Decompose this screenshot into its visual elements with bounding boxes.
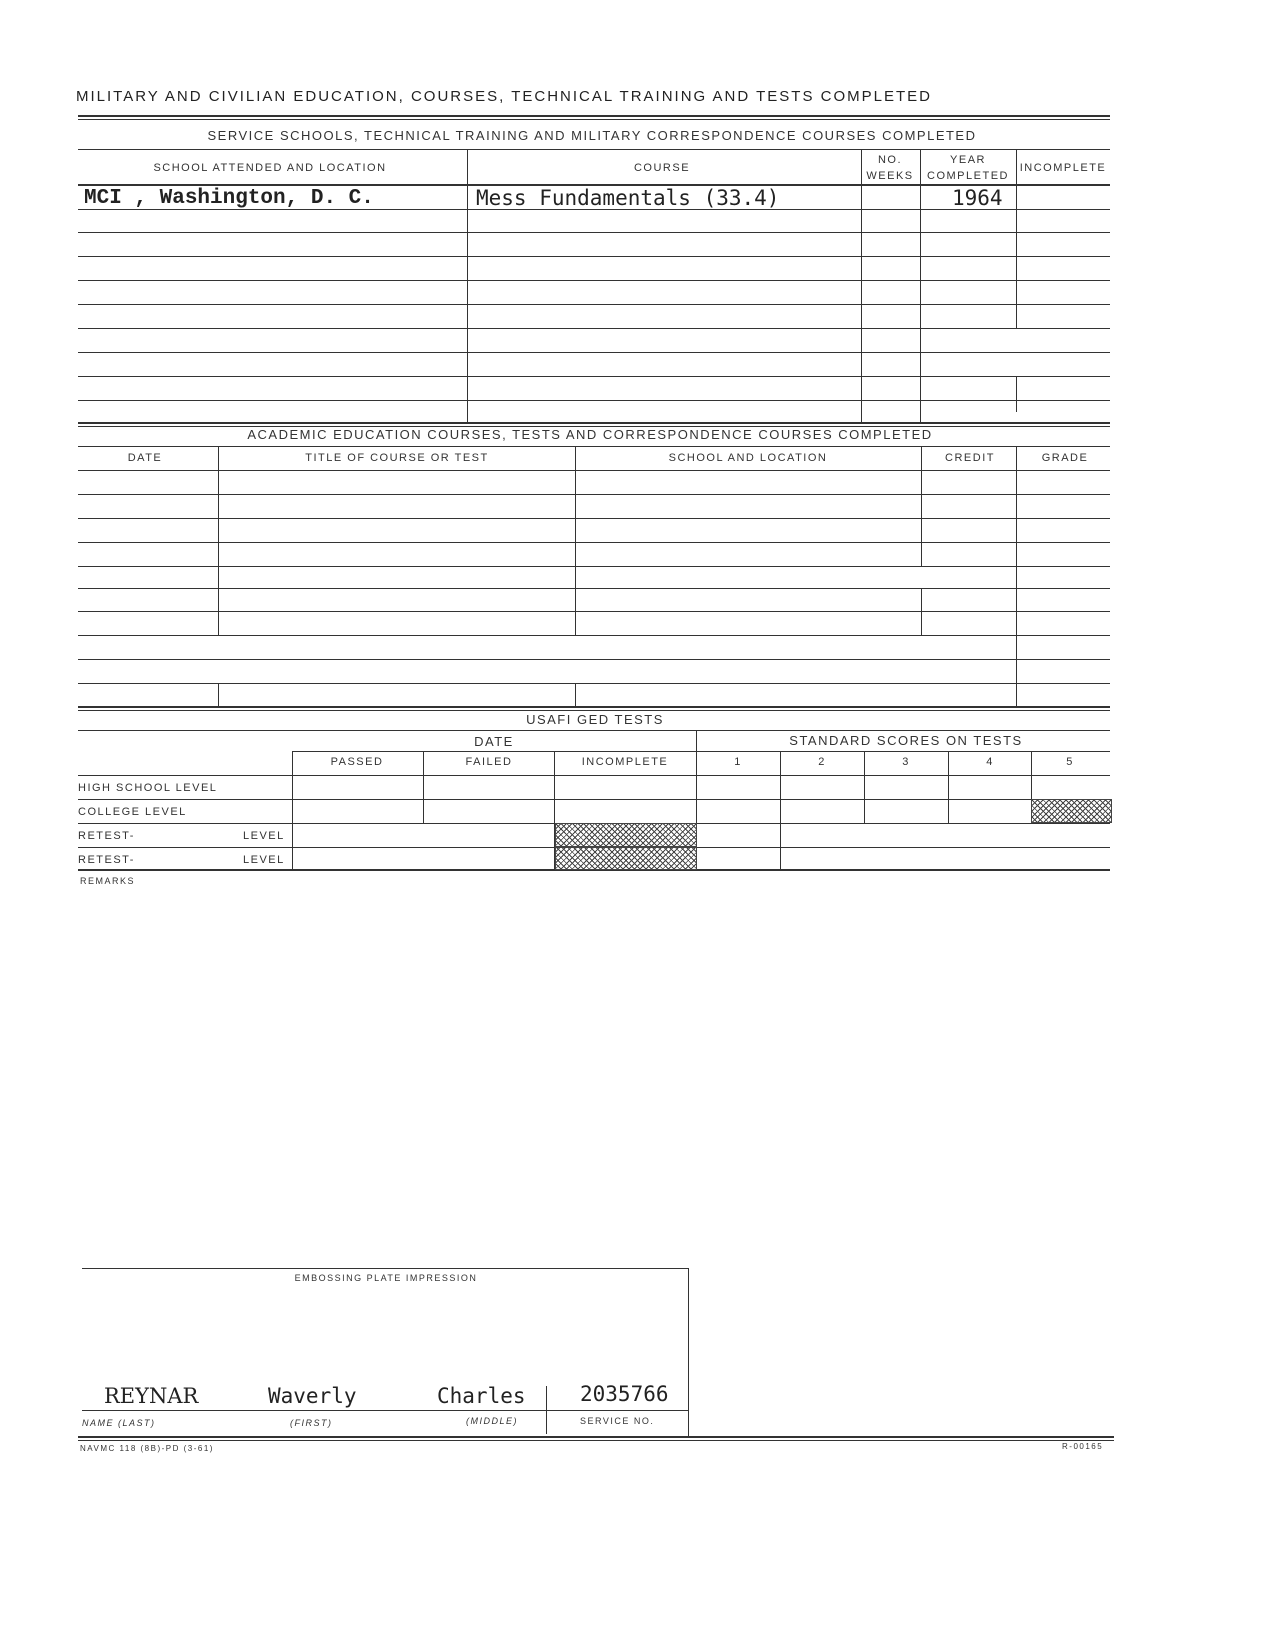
ged-hatch-retest-2-incomplete bbox=[555, 847, 697, 870]
ged-col-1: 1 bbox=[734, 756, 742, 768]
form-title: MILITARY AND CIVILIAN EDUCATION, COURSES, TECHNICAL TRAINING AND TESTS COMPLETED bbox=[76, 88, 932, 105]
col-school-and-location: SCHOOL AND LOCATION bbox=[668, 452, 828, 464]
name-middle: Charles bbox=[437, 1384, 526, 1408]
col-year-1: YEAR bbox=[950, 154, 986, 166]
entry-school: MCI , Washington, D. C. bbox=[84, 187, 374, 210]
ged-col-3: 3 bbox=[902, 756, 910, 768]
ged-row-retest-2-level: LEVEL bbox=[243, 854, 285, 866]
service-schools-heading: SERVICE SCHOOLS, TECHNICAL TRAINING AND MILITARY CORRESPONDENCE COURSES COMPLETED bbox=[207, 128, 977, 143]
col-grade: GRADE bbox=[1041, 452, 1089, 464]
corner-code: R-00165 bbox=[1062, 1442, 1104, 1451]
col-title-of-course: TITLE OF COURSE OR TEST bbox=[305, 452, 489, 464]
col-weeks-1: NO. bbox=[877, 154, 903, 166]
ged-col-passed: PASSED bbox=[330, 756, 384, 768]
service-number-label: SERVICE NO. bbox=[580, 1416, 655, 1426]
ged-col-2: 2 bbox=[818, 756, 826, 768]
ged-col-failed: FAILED bbox=[465, 756, 513, 768]
name-middle-label: (MIDDLE) bbox=[466, 1416, 518, 1426]
entry-course: Mess Fundamentals (33.4) bbox=[476, 186, 780, 210]
name-first: Waverly bbox=[268, 1384, 357, 1408]
name-first-label: (FIRST) bbox=[290, 1418, 333, 1428]
ged-row-retest-1: RETEST- bbox=[78, 830, 135, 842]
ged-hatch-college-5 bbox=[1031, 799, 1112, 823]
ged-date-label: DATE bbox=[474, 734, 514, 749]
form-number: NAVMC 118 (8B)-PD (3-61) bbox=[80, 1444, 214, 1453]
ged-col-5: 5 bbox=[1066, 756, 1074, 768]
name-last: REYNAR bbox=[104, 1384, 199, 1408]
ged-col-4: 4 bbox=[986, 756, 994, 768]
entry-year: 1964 bbox=[952, 186, 1003, 210]
col-date: DATE bbox=[127, 452, 163, 464]
ged-row-high-school: HIGH SCHOOL LEVEL bbox=[78, 782, 218, 794]
col-weeks-2: WEEKS bbox=[866, 170, 914, 182]
ged-col-incomplete: INCOMPLETE bbox=[581, 756, 669, 768]
name-last-label: NAME (LAST) bbox=[82, 1418, 156, 1428]
ged-scores-label: STANDARD SCORES ON TESTS bbox=[789, 733, 1023, 748]
service-number: 2035766 bbox=[580, 1382, 669, 1406]
ged-row-college: COLLEGE LEVEL bbox=[78, 806, 187, 818]
ged-row-retest-2: RETEST- bbox=[78, 854, 135, 866]
ged-row-retest-1-level: LEVEL bbox=[243, 830, 285, 842]
col-credit: CREDIT bbox=[945, 452, 995, 464]
embossing-label: EMBOSSING PLATE IMPRESSION bbox=[294, 1273, 478, 1283]
col-school-attended: SCHOOL ATTENDED AND LOCATION bbox=[153, 162, 387, 174]
remarks-label: REMARKS bbox=[80, 876, 136, 886]
ged-heading: USAFI GED TESTS bbox=[526, 712, 664, 727]
ged-hatch-retest-1-incomplete bbox=[555, 823, 697, 847]
col-course: COURSE bbox=[633, 162, 691, 174]
col-year-2: COMPLETED bbox=[927, 170, 1009, 182]
col-incomplete: INCOMPLETE bbox=[1019, 162, 1107, 174]
academic-heading: ACADEMIC EDUCATION COURSES, TESTS AND CORRESPONDENCE COURSES COMPLETED bbox=[247, 427, 933, 442]
